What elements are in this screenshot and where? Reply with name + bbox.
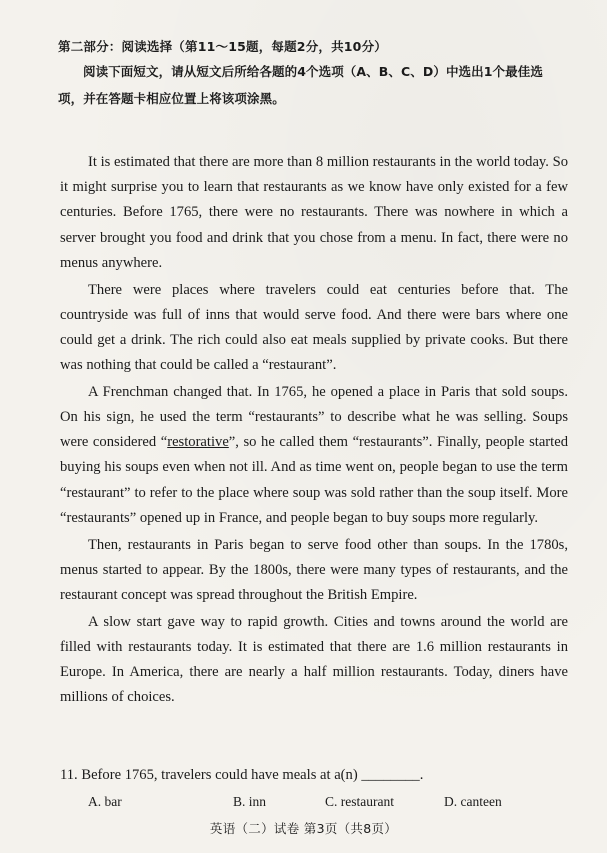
passage-paragraph-1: It is estimated that there are more than 8 million restaurants in the world today. So it might surprise you to learn that restaurants as we know have only existed for a few centuries. Before 1765, there were no restaurants. There was nowhere in which a server brought you food and drink that you chose from a menu. In fact, there were no menus anywhere. [60,154,568,271]
paragraph-3-before: A Frenchman changed that. In 1765, he opened a place in Paris that sold soups. On his sign, he used the term “restaurants” to describe what he was selling. Soups were considered “ [60,383,568,451]
passage-paragraph-3 [60,380,568,531]
option-d: D. canteen [444,794,502,809]
passage-paragraph-2: There were places where travelers could eat centuries before that. The countryside was full of inns that would serve food. And there were bars where one could get a drink. The rich could also eat meals supplied by private cooks. But there was nothing that could be called a “restaurant”. [60,281,568,374]
instructions: 阅读下面短文，请从短文后所给各题的4个选项（A、B、C、D）中选出1个最佳选项，并在答题卡相应位置上将该项涂黑。 [58,64,543,106]
option-b: B. inn [233,794,267,809]
section-header: 第二部分：阅读选择（第11～15题，每题2分，共10分） [58,39,387,54]
passage-paragraph-4: Then, restaurants in Paris began to serve food other than soups. In the 1780s, menus started to appear. By the 1800s, there were many types of restaurants, and the restaurant concept was spread throughout the British Empire. [60,536,568,603]
page-footer: 英语（二）试卷 第3页（共8页） [209,821,398,836]
reading-passage [60,150,568,712]
question-11: 11. Before 1765, travelers could have meals at a(n) ________. [60,767,424,783]
option-c: C. restaurant [325,794,394,809]
passage-paragraph-5: A slow start gave way to rapid growth. Cities and towns around the world are filled with restaurants today. It is estimated that there are 1.6 million restaurants in Europe. In America, there are nearly a half million restaurants. Today, diners have millions of choices. [60,613,568,706]
paragraph-3-after: ”, so he called them “restaurants”. Finally, people started buying his soups even when not ill. And as time went on, people began to use the term “restaurant” to refer to the place where soup was sold rather than the soup itself. More “restaurants” opened up in France, and people began to buy soups more regularly. [60,434,568,526]
underlined-word: restorative [167,434,229,451]
option-a: A. bar [88,794,122,809]
